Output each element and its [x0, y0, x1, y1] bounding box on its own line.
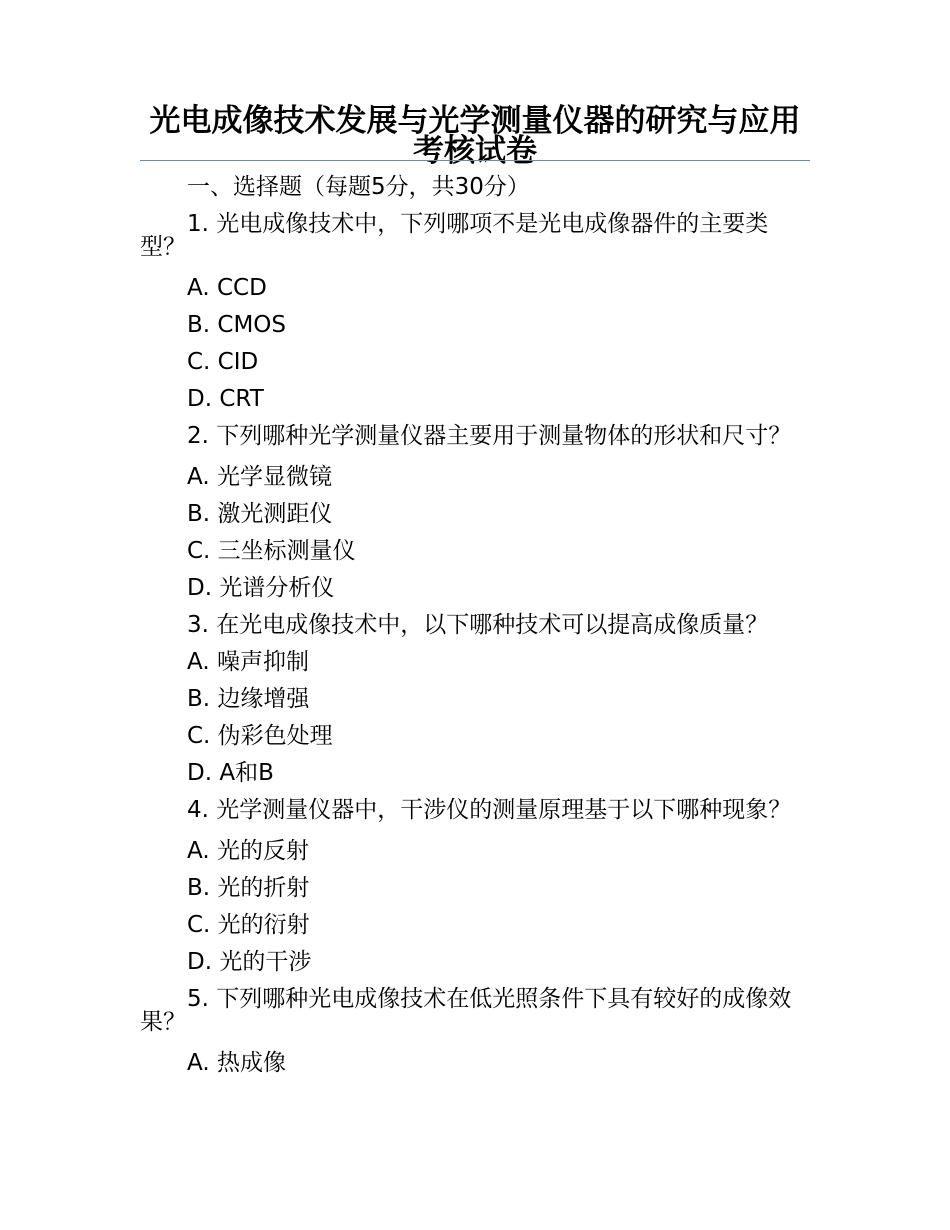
question-stem: 4. 光学测量仪器中，干涉仪的测量原理基于以下哪种现象？	[187, 797, 792, 823]
option: A. 光学显微镜	[187, 464, 332, 490]
section-heading: 一、选择题（每题5分，共30分）	[187, 174, 530, 200]
option: A. 热成像	[187, 1050, 286, 1076]
option: C. 三坐标测量仪	[187, 538, 356, 564]
option: B. 光的折射	[187, 875, 310, 901]
option: B. 激光测距仪	[187, 501, 333, 527]
option: D. A和B	[187, 760, 274, 786]
option: A. 噪声抑制	[187, 649, 309, 675]
question-stem: 1. 光电成像技术中，下列哪项不是光电成像器件的主要类型？	[140, 211, 769, 260]
option: C. 光的衍射	[187, 912, 310, 938]
question-stem: 5. 下列哪种光电成像技术在低光照条件下具有较好的成像效果？	[140, 986, 792, 1035]
option: B. CMOS	[187, 312, 287, 338]
question-stem: 2. 下列哪种光学测量仪器主要用于测量物体的形状和尺寸？	[187, 423, 792, 449]
question-stem: 3. 在光电成像技术中，以下哪种技术可以提高成像质量？	[187, 612, 769, 638]
option: D. CRT	[187, 386, 264, 412]
option: D. 光谱分析仪	[187, 575, 335, 601]
option: C. CID	[187, 349, 259, 375]
option: D. 光的干涉	[187, 949, 312, 975]
option: A. 光的反射	[187, 838, 309, 864]
option: C. 伪彩色处理	[187, 723, 333, 749]
document-title: 光电成像技术发展与光学测量仪器的研究与应用考核试卷	[149, 103, 801, 169]
option: B. 边缘增强	[187, 686, 310, 712]
option: A. CCD	[187, 275, 267, 301]
title-divider	[140, 160, 810, 161]
exam-content	[140, 176, 812, 1089]
